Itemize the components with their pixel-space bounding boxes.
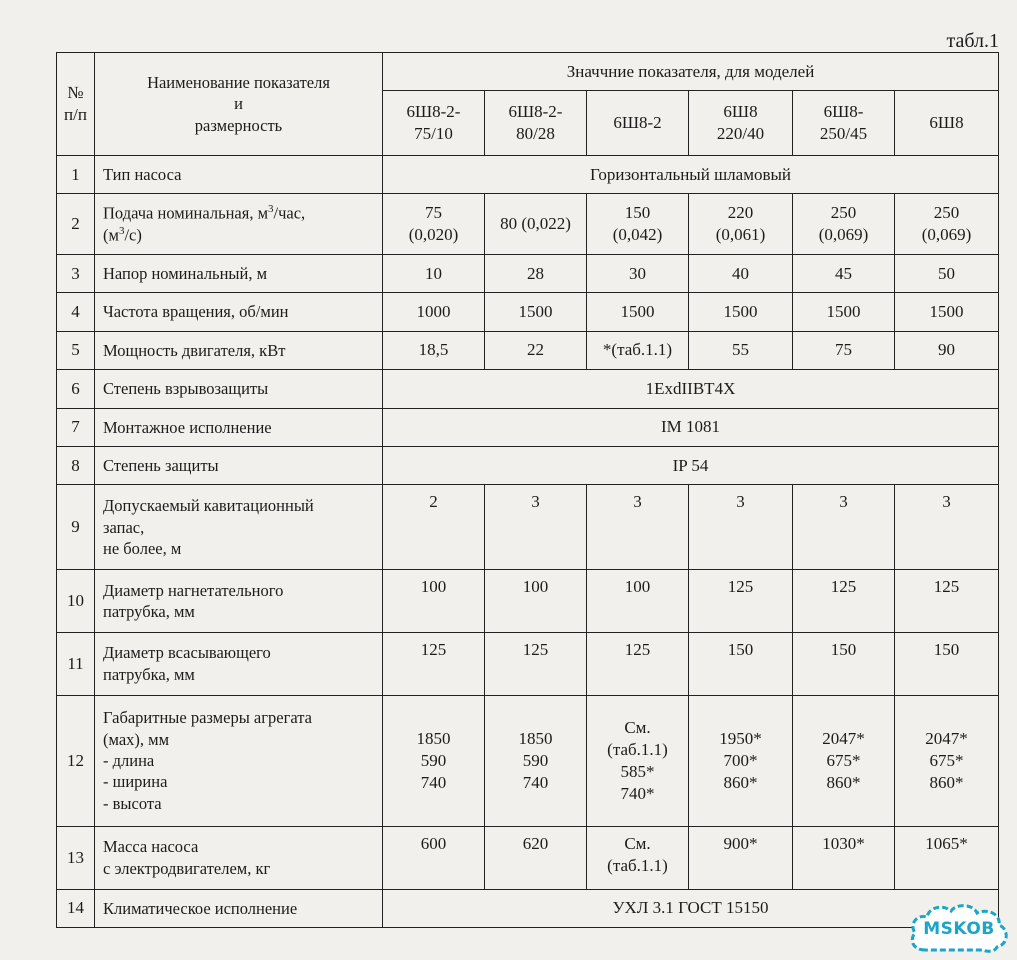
row-label: Масса насоса с электродвигателем, кг — [95, 826, 383, 889]
header-group: Значчние показателя, для моделей — [383, 53, 999, 91]
row-number: 11 — [57, 632, 95, 695]
value-cell: 80 (0,022) — [485, 194, 587, 255]
header-row-1 — [57, 53, 999, 91]
value-cell: 30 — [587, 255, 689, 293]
value-cell: 1950* 700* 860* — [689, 695, 793, 826]
table-row — [57, 293, 999, 331]
row-number: 10 — [57, 570, 95, 633]
value-cell: 18,5 — [383, 331, 485, 369]
value-cell: 22 — [485, 331, 587, 369]
value-cell: 2047* 675* 860* — [793, 695, 895, 826]
row-number: 9 — [57, 485, 95, 570]
value-cell: 620 — [485, 826, 587, 889]
value-cell: 125 — [587, 632, 689, 695]
table-row — [57, 370, 999, 408]
value-cell: 28 — [485, 255, 587, 293]
value-cell: 1030* — [793, 826, 895, 889]
row-label: Габаритные размеры агрегата (мах), мм - длина - ширина - высота — [95, 695, 383, 826]
row-label: Тип насоса — [95, 156, 383, 194]
row-label: Диаметр всасывающего патрубка, мм — [95, 632, 383, 695]
value-cell: 45 — [793, 255, 895, 293]
label-part: Подача номинальная, м — [103, 203, 269, 223]
merged-value: Горизонтальный шламовый — [383, 156, 999, 194]
value-cell: 1500 — [587, 293, 689, 331]
value-cell: 125 — [485, 632, 587, 695]
pump-spec-table — [56, 52, 999, 928]
header-num: № п/п — [57, 53, 95, 156]
value-cell: 600 — [383, 826, 485, 889]
value-cell: 250 (0,069) — [895, 194, 999, 255]
row-label: Допускаемый кавитационный запас, не более, м — [95, 485, 383, 570]
table-row — [57, 194, 999, 255]
table-row — [57, 889, 999, 927]
table-row — [57, 408, 999, 446]
header-name: Наименование показателя и размерность — [95, 53, 383, 156]
row-number: 8 — [57, 447, 95, 485]
header-model: 6Ш8 220/40 — [689, 91, 793, 156]
value-cell: 900* — [689, 826, 793, 889]
row-number: 3 — [57, 255, 95, 293]
table-row — [57, 695, 999, 826]
value-cell: 150 — [793, 632, 895, 695]
value-cell: 75 (0,020) — [383, 194, 485, 255]
table-caption: табл.1 — [946, 30, 999, 52]
value-cell: 40 — [689, 255, 793, 293]
value-cell: 3 — [485, 485, 587, 570]
table-row — [57, 156, 999, 194]
value-cell: 125 — [793, 570, 895, 633]
value-cell: 55 — [689, 331, 793, 369]
value-cell: 3 — [587, 485, 689, 570]
row-label: Монтажное исполнение — [95, 408, 383, 446]
row-number: 4 — [57, 293, 95, 331]
header-model: 6Ш8- 250/45 — [793, 91, 895, 156]
row-number: 12 — [57, 695, 95, 826]
merged-value: IM 1081 — [383, 408, 999, 446]
value-cell: 1065* — [895, 826, 999, 889]
header-model: 6Ш8-2 — [587, 91, 689, 156]
merged-value: УХЛ 3.1 ГОСТ 15150 — [383, 889, 999, 927]
value-cell: 1850 590 740 — [485, 695, 587, 826]
merged-value: IP 54 — [383, 447, 999, 485]
value-cell: 3 — [689, 485, 793, 570]
value-cell: 2 — [383, 485, 485, 570]
row-number: 5 — [57, 331, 95, 369]
row-label — [95, 194, 383, 255]
row-label: Частота вращения, об/мин — [95, 293, 383, 331]
row-number: 2 — [57, 194, 95, 255]
row-number: 6 — [57, 370, 95, 408]
value-cell: 2047* 675* 860* — [895, 695, 999, 826]
value-cell: 125 — [689, 570, 793, 633]
watermark-text: MSKOB — [923, 919, 995, 939]
row-label: Степень взрывозащиты — [95, 370, 383, 408]
value-cell: 75 — [793, 331, 895, 369]
value-cell: 150 — [689, 632, 793, 695]
row-number: 7 — [57, 408, 95, 446]
value-cell: 3 — [793, 485, 895, 570]
value-cell: 125 — [895, 570, 999, 633]
table-row — [57, 485, 999, 570]
row-label: Мощность двигателя, кВт — [95, 331, 383, 369]
table-row — [57, 826, 999, 889]
label-part: /час, (м — [103, 203, 306, 245]
row-label: Диаметр нагнетательного патрубка, мм — [95, 570, 383, 633]
value-cell: 3 — [895, 485, 999, 570]
row-number: 14 — [57, 889, 95, 927]
value-cell: 1500 — [689, 293, 793, 331]
value-cell: См. (таб.1.1) — [587, 826, 689, 889]
row-label: Климатическое исполнение — [95, 889, 383, 927]
superscript: 3 — [268, 203, 274, 216]
value-cell: 150 (0,042) — [587, 194, 689, 255]
table-row — [57, 570, 999, 633]
value-cell: См. (таб.1.1) 585* 740* — [587, 695, 689, 826]
mskob-watermark — [907, 902, 1011, 956]
value-cell: 100 — [383, 570, 485, 633]
value-cell: 10 — [383, 255, 485, 293]
header-model: 6Ш8-2- 75/10 — [383, 91, 485, 156]
value-cell: 1500 — [895, 293, 999, 331]
value-cell: 1500 — [485, 293, 587, 331]
value-cell: *(таб.1.1) — [587, 331, 689, 369]
value-cell: 1850 590 740 — [383, 695, 485, 826]
row-number: 13 — [57, 826, 95, 889]
table-row — [57, 447, 999, 485]
superscript: 3 — [118, 225, 125, 238]
row-label: Напор номинальный, м — [95, 255, 383, 293]
value-cell: 1000 — [383, 293, 485, 331]
value-cell: 220 (0,061) — [689, 194, 793, 255]
value-cell: 125 — [383, 632, 485, 695]
row-label: Степень защиты — [95, 447, 383, 485]
header-model: 6Ш8-2- 80/28 — [485, 91, 587, 156]
value-cell: 90 — [895, 331, 999, 369]
value-cell: 100 — [587, 570, 689, 633]
table-row — [57, 255, 999, 293]
table-row — [57, 331, 999, 369]
value-cell: 100 — [485, 570, 587, 633]
value-cell: 50 — [895, 255, 999, 293]
table-row — [57, 632, 999, 695]
label-part: /с) — [124, 225, 142, 245]
merged-value: 1ExdIIBT4X — [383, 370, 999, 408]
value-cell: 1500 — [793, 293, 895, 331]
row-number: 1 — [57, 156, 95, 194]
value-cell: 250 (0,069) — [793, 194, 895, 255]
value-cell: 150 — [895, 632, 999, 695]
header-model: 6Ш8 — [895, 91, 999, 156]
